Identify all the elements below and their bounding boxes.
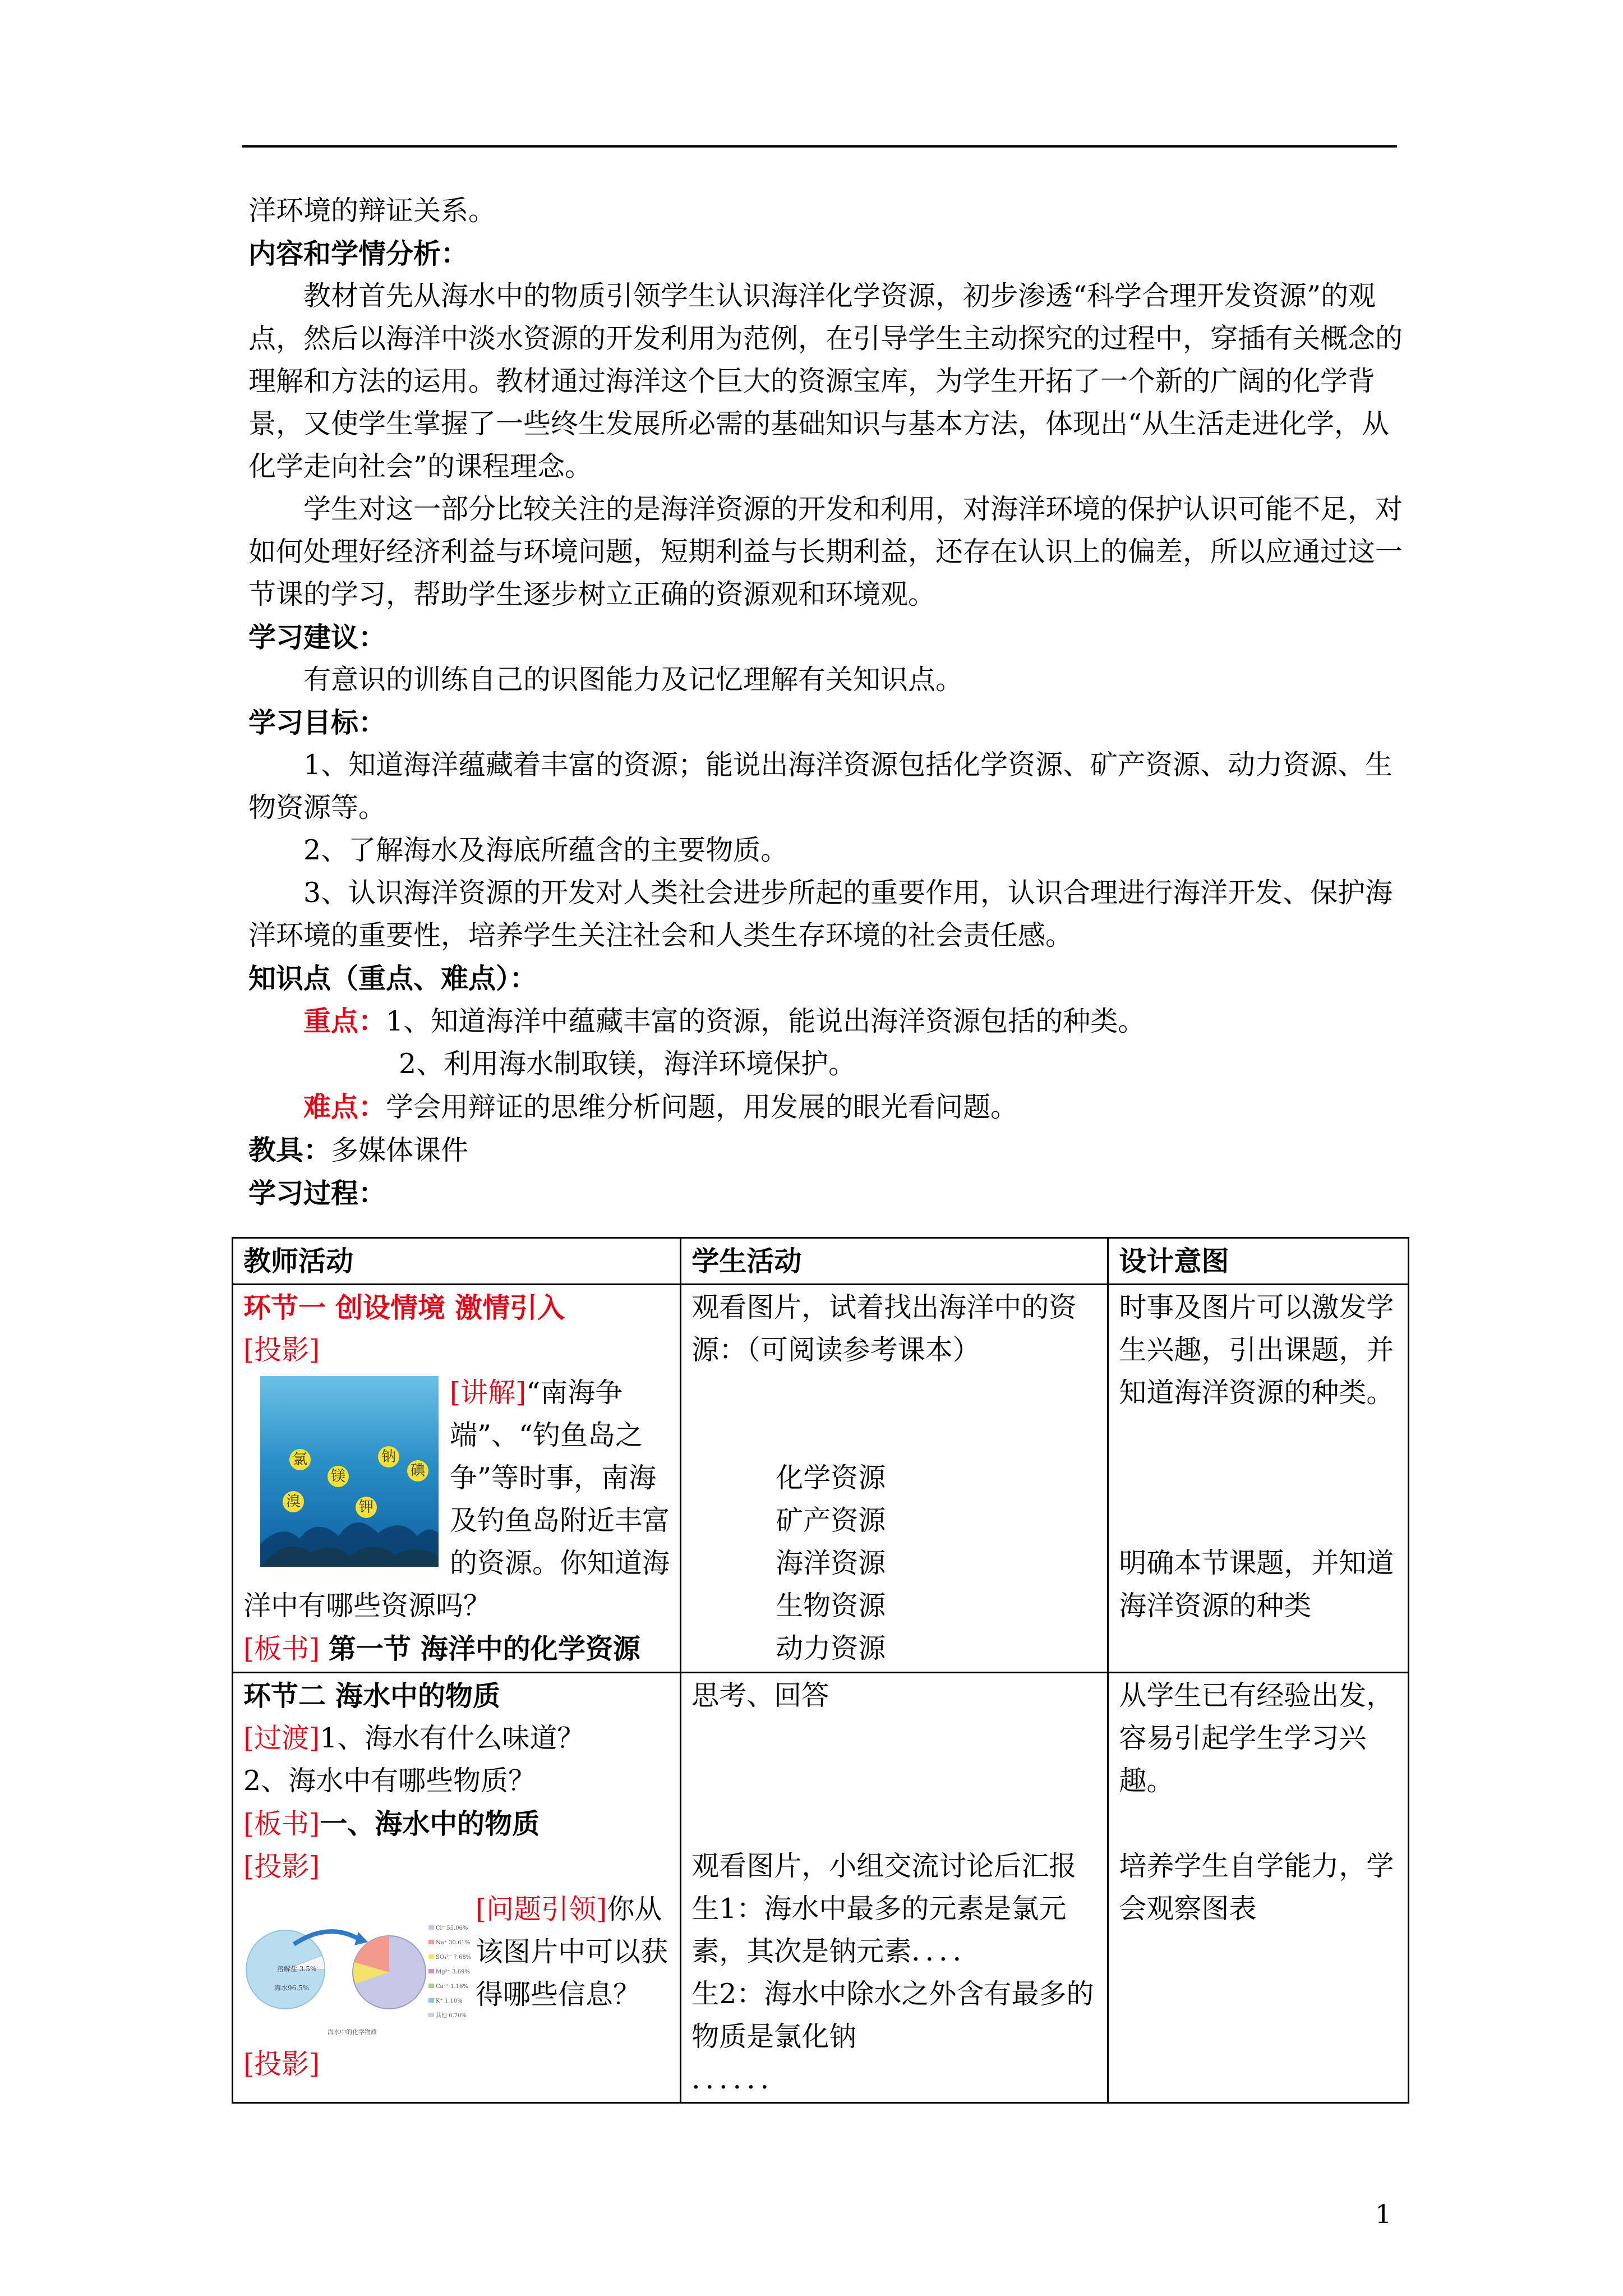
row1-intent-2: 明确本节课题，并知道海洋资源的种类: [1119, 1547, 1394, 1622]
page-number: 1: [1375, 2199, 1392, 2229]
study-goal-1: 1、知道海洋蕴藏着丰富的资源；能说出海洋资源包括化学资源、矿产资源、动力资源、生物资源等。: [248, 749, 1393, 823]
coral-reef-icon: [260, 1376, 439, 1567]
content-analysis-para2: 学生对这一部分比较关注的是海洋资源的开发和利用，对海洋环境的保护认识可能不足，对如何处理好经济利益与环境问题，短期利益与长期利益，还存在认识上的偏差，所以应通过这一节课的学习，帮助学生逐步树立正确的资源观和环境观。: [248, 493, 1403, 610]
header-intent: 设计意图: [1108, 1238, 1409, 1285]
spacer: [1119, 1414, 1398, 1542]
legend-other: 其他 0.70%: [436, 2013, 467, 2019]
legend-ca: Ca²⁺ 1.16%: [436, 1984, 468, 1990]
ocean-elements-image: [260, 1376, 439, 1567]
row1-intent: [1108, 1285, 1409, 1673]
content-analysis-para1: 教材首先从海水中的物质引领学生认识海洋化学资源，初步渗透“科学合理开发资源”的观点，然后以海洋中淡水资源的开发利用为范例，在引导学生主动探究的过程中，穿插有关概念的理解和方法的运用。教材通过海洋这个巨大的资源宝库，为学生开拓了一个新的广阔的化学背景，又使学生掌握了一些终生发展所必需的基础知识与基本方法，体现出“从生活走进化学，从化学走向社会”的课程理念。: [248, 280, 1403, 482]
difficulty-text: 学会用辩证的思维分析问题，用发展的眼光看问题。: [386, 1091, 1018, 1123]
row2-student-4: ．．．．．．: [691, 2063, 788, 2095]
intro-line: 洋环境的辩证关系。: [248, 195, 496, 227]
row1-student-intro: 观看图片，试着找出海洋中的资源：（可阅读参考课本）: [691, 1291, 1077, 1366]
key-points-heading: 知识点（重点、难点）：: [248, 962, 537, 995]
focus-text-2: 2、利用海水制取镁，海洋环境保护。: [399, 1048, 856, 1080]
row2-transition-q1: 1、海水有什么味道？: [320, 1722, 585, 1754]
focus-label: 重点：: [303, 1005, 386, 1037]
row1-stage: 环节一 创设情境 激情引入: [243, 1291, 565, 1324]
row2-guide-text: 你从该图片中可以获得哪些信息？: [476, 1893, 668, 2010]
resource-chemical: 化学资源: [776, 1462, 886, 1494]
row1-intent-1: 时事及图片可以激发学生兴趣，引出课题，并知道海洋资源的种类。: [1119, 1291, 1394, 1409]
bubble-sodium: 钠: [378, 1446, 399, 1467]
focus-line-1: [248, 1000, 1415, 1043]
header-rule: [242, 145, 1397, 148]
bubble-potassium: 钾: [356, 1497, 377, 1518]
row1-projection: [投影]: [243, 1334, 320, 1366]
row2-transition-q2: 2、海水中有哪些物质？: [243, 1765, 536, 1797]
seawater-composition-chart: [243, 1899, 472, 2040]
spacer: [691, 1717, 1097, 1845]
resource-power: 动力资源: [776, 1632, 886, 1664]
row1-board-text: 第一节 海洋中的化学资源: [328, 1632, 640, 1665]
row2-intent-1: 从学生已有经验出发，容易引起学生学习兴趣。: [1119, 1680, 1394, 1797]
focus-text-1: 1、知道海洋中蕴藏丰富的资源，能说出海洋资源包括的种类。: [386, 1005, 1146, 1037]
study-advice-text: 有意识的训练自己的识图能力及记忆理解有关知识点。: [303, 664, 963, 696]
row1-explain-text: “南海争端”、“钓鱼岛之争”等时事，南海及钓鱼岛附近丰富的资源。你知道海洋中有哪些资源吗？: [243, 1377, 670, 1622]
row2-transition: [243, 1717, 670, 1760]
pie-label-salt: 溶解盐 3.5%: [277, 1965, 317, 1973]
row2-teacher: [233, 1673, 681, 2103]
row2-student-1: 思考、回答: [691, 1680, 829, 1711]
legend-k: K⁺ 1.10%: [436, 1998, 463, 2004]
row1-board-tag: [板书]: [243, 1633, 320, 1665]
tools-value: 多媒体课件: [331, 1134, 469, 1166]
resource-ocean: 海洋资源: [776, 1547, 886, 1579]
row1-explain-tag: [讲解]: [450, 1377, 527, 1409]
difficulty-label: 难点：: [303, 1091, 386, 1123]
content-analysis-heading: 内容和学情分析：: [248, 237, 469, 270]
study-goal-2: 2、了解海水及海底所蕴含的主要物质。: [303, 834, 789, 866]
row2-board: [243, 1802, 670, 1846]
tools-line: [248, 1129, 1415, 1172]
legend-cl: Cl⁻ 55.06%: [436, 1925, 468, 1931]
pie-label-water: 海水96.5%: [274, 1984, 310, 1992]
row1-student: [681, 1285, 1108, 1673]
legend-so4: SO₄²⁻ 7.68%: [436, 1954, 472, 1961]
tools-label: 教具：: [248, 1134, 331, 1166]
row2-projection-2: [投影]: [243, 2048, 320, 2080]
row2-board-text: 一、海水中的物质: [320, 1807, 540, 1840]
row2-stage: 环节二 海水中的物质: [243, 1680, 501, 1712]
process-heading: 学习过程：: [248, 1177, 386, 1209]
row2-guide-tag: [问题引领]: [476, 1893, 607, 1925]
difficulty-line: [248, 1085, 1415, 1129]
row2-intent: [1108, 1673, 1409, 2103]
table-row-1: [233, 1285, 1409, 1673]
row1-teacher: [233, 1285, 681, 1673]
document-body: [248, 190, 1415, 1214]
spacer: [1119, 1802, 1398, 1845]
study-advice-heading: 学习建议：: [248, 621, 386, 654]
spacer: [691, 1372, 1097, 1457]
study-goals-heading: 学习目标：: [248, 706, 386, 739]
bubble-magnesium: 镁: [328, 1466, 349, 1487]
study-goal-3: 3、认识海洋资源的开发对人类社会进步所起的重要作用，认识合理进行海洋开发、保护海洋环境的重要性，培养学生关注社会和人类生存环境的社会责任感。: [248, 877, 1393, 951]
pie-charts-icon: [243, 1899, 472, 2040]
header-student: 学生活动: [681, 1238, 1108, 1285]
row2-student-2: 观看图片，小组交流讨论后汇报生1：海水中最多的元素是氯元素，其次是钠元素．．．．: [691, 1850, 1077, 1967]
row2-board-tag: [板书]: [243, 1808, 320, 1840]
row2-transition-tag: [过渡]: [243, 1722, 320, 1754]
process-table: [232, 1237, 1409, 2104]
chart-caption: 海水中的化学物质: [328, 2028, 377, 2036]
resource-biological: 生物资源: [776, 1590, 886, 1622]
legend-na: Na⁺ 30.61%: [436, 1940, 471, 1946]
row1-board: [243, 1627, 670, 1671]
resource-mineral: 矿产资源: [776, 1504, 886, 1536]
row2-projection: [投影]: [243, 1851, 320, 1883]
table-header-row: [233, 1238, 1409, 1285]
bubble-bromine: 溴: [283, 1491, 304, 1512]
focus-line-2: [248, 1043, 1415, 1085]
bubble-chlorine: 氯: [289, 1449, 311, 1470]
header-teacher: 教师活动: [233, 1238, 681, 1285]
row2-student-3: 生2：海水中除水之外含有最多的物质是氯化钠: [691, 1978, 1094, 2053]
bubble-iodine: 碘: [407, 1460, 428, 1481]
table-row-2: [233, 1673, 1409, 2103]
row2-intent-2: 培养学生自学能力，学会观察图表: [1119, 1850, 1394, 1925]
row2-student: [681, 1673, 1108, 2103]
legend-mg: Mg²⁺ 3.69%: [436, 1969, 470, 1975]
